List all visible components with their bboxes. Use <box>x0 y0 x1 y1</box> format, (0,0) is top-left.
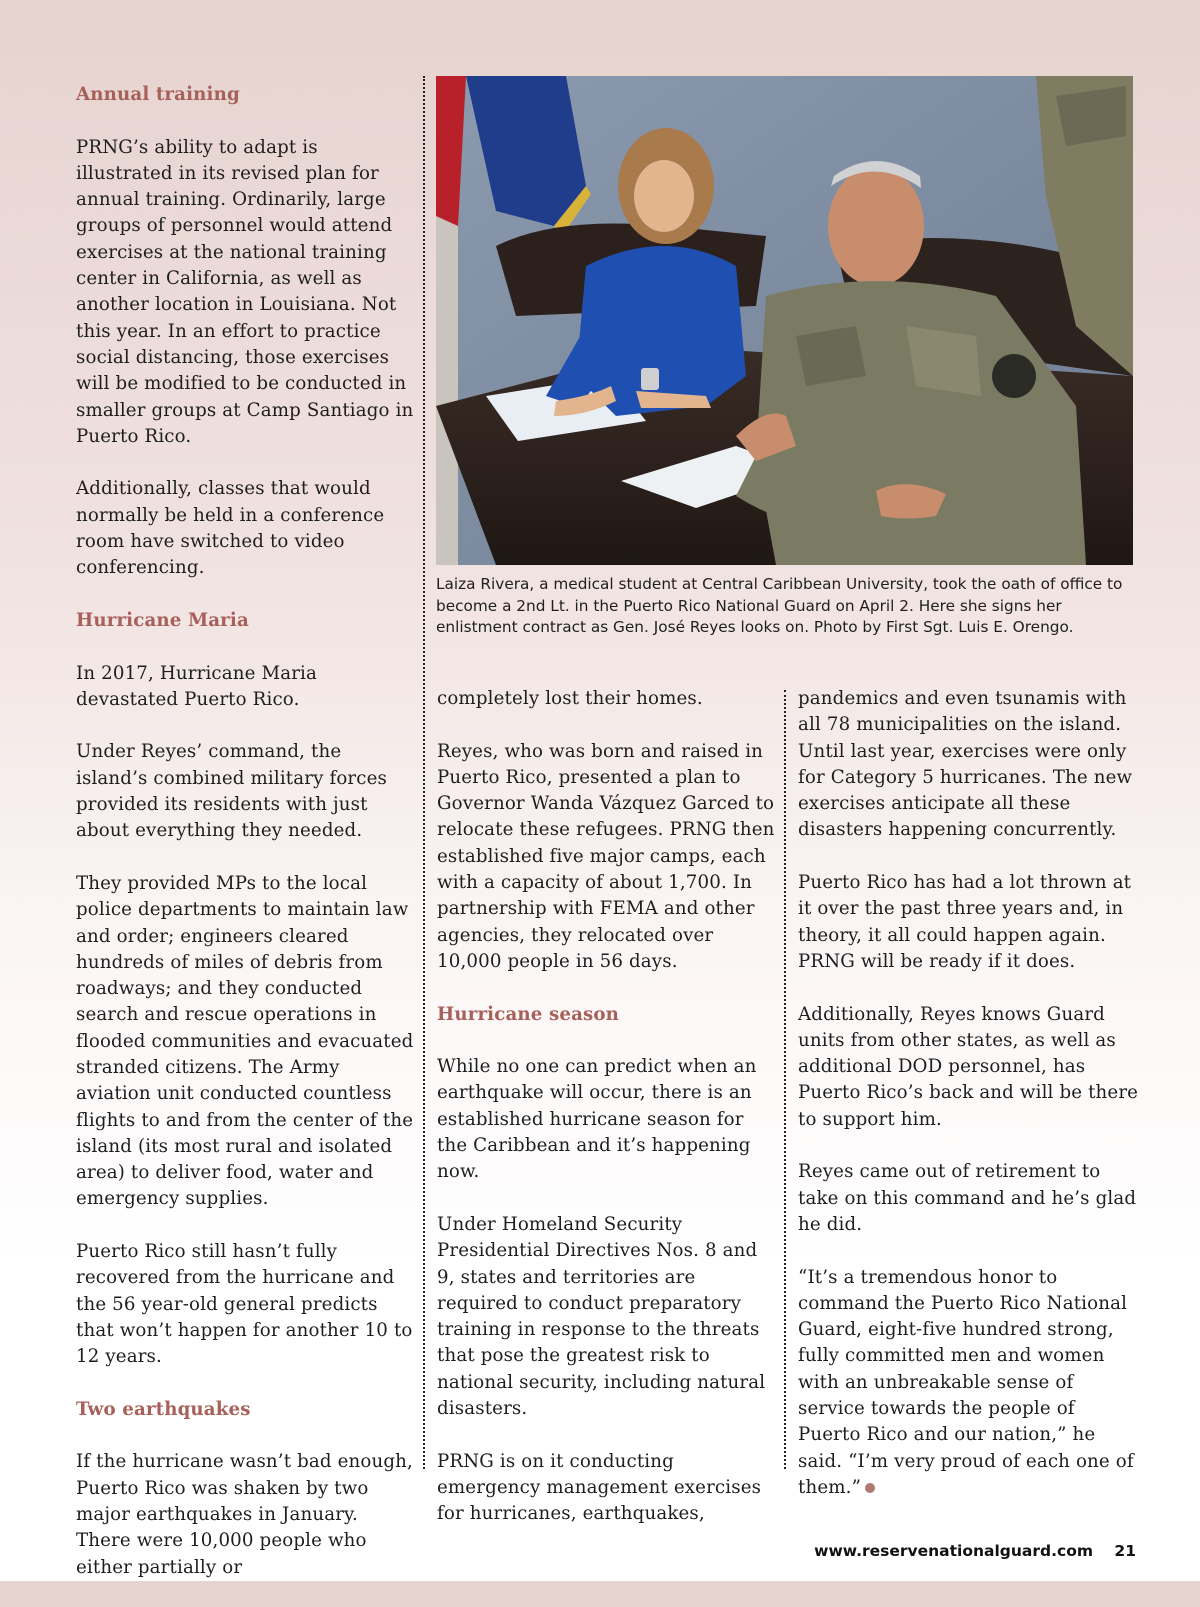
paragraph: If the hurricane wasn’t bad enough, Puerto Rico was shaken by two major earthquakes in January. There were 10,000 people who either partially or <box>76 1451 413 1578</box>
paragraph: Puerto Rico still hasn’t fully recovered from the hurricane and the 56 year-old general predicts that won’t happen for another 10 to 12 years. <box>76 1241 413 1368</box>
closing-quote-text: “It’s a tremendous honor to command the Puerto Rico National Guard, eight-five hundred strong, fully committed men and women with an unbreakable sense of service towards the people of Puerto Rico and our nation,” he said. “I’m very proud of each one of them.” <box>798 1266 1134 1498</box>
page-number: 21 <box>1114 1542 1136 1560</box>
paragraph: Under Reyes’ command, the island’s combined military forces provided its residents with just about everything they needed. <box>76 741 388 842</box>
section-heading-hurricane-maria: Hurricane Maria <box>76 609 249 631</box>
column-divider <box>784 690 786 1469</box>
paragraph: pandemics and even tsunamis with all 78 municipalities on the island. Until last year, exercises were only for Category 5 hurricanes. The new exercises anticipate all these disasters happening concurrently. <box>798 688 1133 841</box>
article-photo <box>436 76 1133 565</box>
paragraph: Additionally, Reyes knows Guard units from other states, as well as additional DOD personnel, has Puerto Rico’s back and will be there to support him. <box>798 1003 1139 1130</box>
paragraph: Reyes, who was born and raised in Puerto Rico, presented a plan to Governor Wanda Vázquez Garced to relocate these refugees. PRNG then established five major camps, each with a capacity of about 1,700. In partnership with FEMA and other agencies, they relocated over 10,000 people in 56 days. <box>437 740 775 972</box>
section-heading-two-earthquakes: Two earthquakes <box>76 1398 251 1420</box>
paragraph: PRNG’s ability to adapt is illustrated in its revised plan for annual training. Ordinarily, large groups of personnel would attend exercises at the national training center in California, as well as another location in Louisiana. Not this year. In an effort to practice social distancing, those exercises will be modified to be conducted in smaller groups at Camp Santiago in Puerto Rico. <box>76 136 414 447</box>
photo-caption: Laiza Rivera, a medical student at Central Caribbean University, took the oath of office to become a 2nd Lt. in the Puerto Rico National Guard on April 2. Here she signs her enlistment contract as Gen. José Reyes looks on. Photo by First Sgt. Luis E. Orengo. <box>436 575 1123 637</box>
paragraph: PRNG is on it conducting emergency management exercises for hurricanes, earthquakes, <box>437 1450 762 1525</box>
paragraph: Under Homeland Security Presidential Directives Nos. 8 and 9, states and territories are required to conduct preparatory training in response to the threats that pose the greatest risk to national security, including natural disasters. <box>437 1213 766 1420</box>
paragraph: Puerto Rico has had a lot thrown at it over the past three years and, in theory, it all could happen again. PRNG will be ready if it does. <box>798 872 1132 972</box>
page-footer <box>814 1542 1136 1560</box>
article-column-1 <box>76 82 416 1607</box>
paragraph: completely lost their homes. <box>437 688 703 709</box>
end-of-article-mark <box>865 1483 875 1493</box>
paragraph: In 2017, Hurricane Maria devastated Puerto Rico. <box>76 662 318 710</box>
paragraph: Reyes came out of retirement to take on this command and he’s glad he did. <box>798 1161 1137 1235</box>
paragraph: While no one can predict when an earthquake will occur, there is an established hurricane season for the Caribbean and it’s happening now. <box>437 1056 757 1183</box>
footer-url-link[interactable]: www.reservenationalguard.com <box>814 1542 1094 1560</box>
article-column-2 <box>437 686 777 1554</box>
section-heading-hurricane-season: Hurricane season <box>437 1003 620 1025</box>
paragraph-final <box>798 1265 1143 1502</box>
paragraph: They provided MPs to the local police departments to maintain law and order; engineers cleared hundreds of miles of debris from roadways; and they conducted search and rescue operations in flooded communities and evacuated stranded citizens. The Army aviation unit conducted countless flights to and from the center of the island (its most rural and isolated area) to deliver food, water and emergency supplies. <box>76 872 414 1210</box>
article-column-3 <box>798 686 1143 1528</box>
column-divider <box>423 76 425 1469</box>
photo-illustration <box>436 76 1133 565</box>
section-heading-annual-training: Annual training <box>76 84 240 105</box>
paragraph: Additionally, classes that would normally be held in a conference room have switched to video conferencing. <box>76 478 385 579</box>
